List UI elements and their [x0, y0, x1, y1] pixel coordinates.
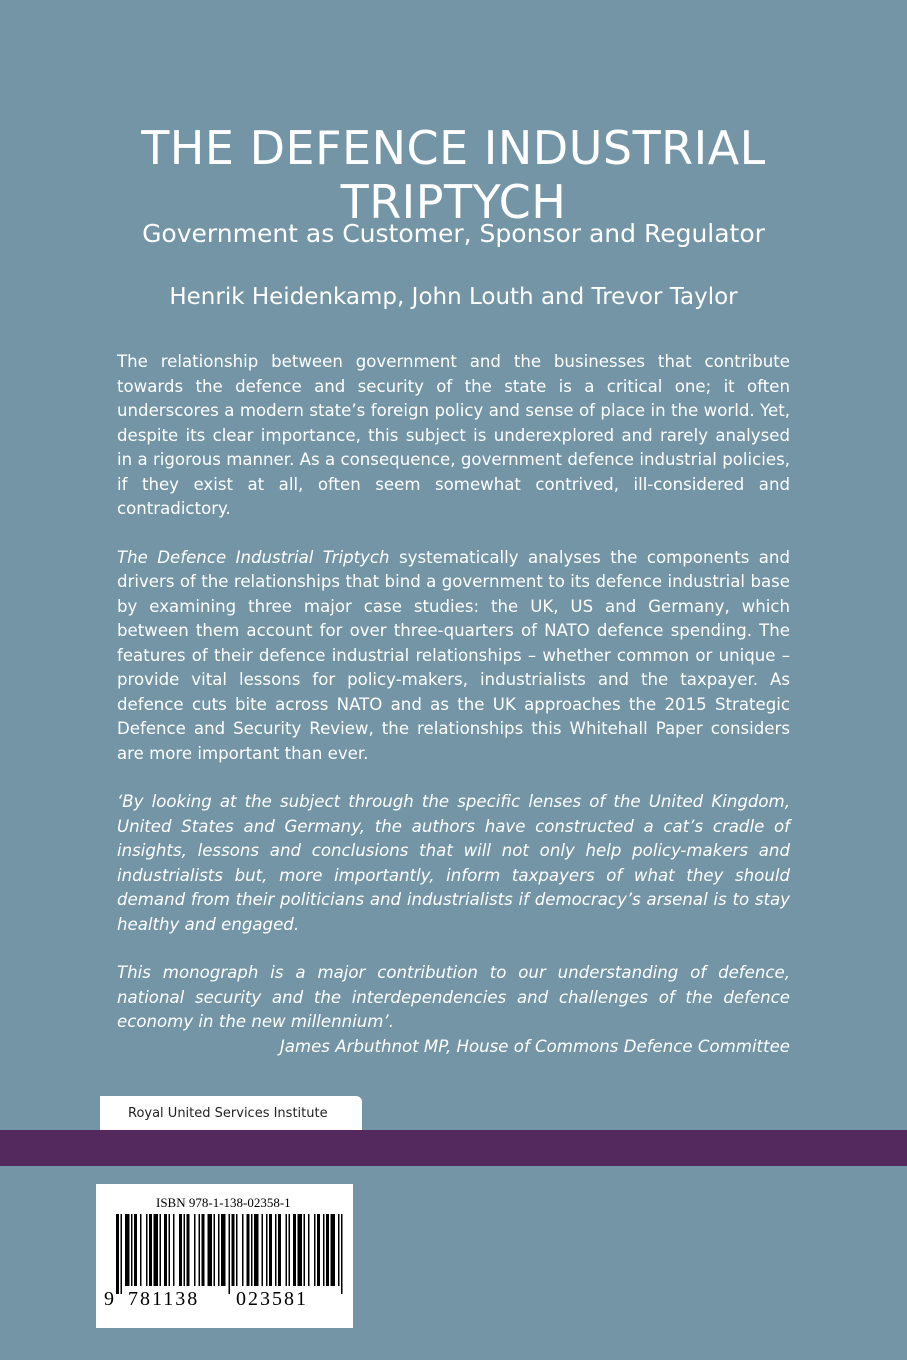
barcode-bar [242, 1214, 244, 1286]
barcode-bar [208, 1214, 213, 1286]
barcode-bar [202, 1214, 205, 1286]
blurb [117, 350, 790, 1083]
barcode-bar [173, 1214, 175, 1286]
endorsement-paragraph-1: ‘By looking at the subject through the specific lenses of the United Kingdom, United States and Germany, the authors have constructed a cat’s cradle of insights, lessons and conclusions that will not only help policy-makers and industrialists but, more importantly, inform taxpayers of what they should demand from their politicians and industrialists if democracy’s arsenal is to stay healthy and engaged. [117, 792, 790, 934]
barcode-bar [140, 1214, 142, 1286]
barcode-bar [275, 1214, 277, 1286]
barcode-bar [116, 1214, 119, 1294]
barcode-bar [254, 1214, 259, 1286]
endorsement-paragraph-2: This monograph is a major contribution to our understanding of defence, national security and the interdependencies and challenges of the defence economy in the new millennium’. [117, 963, 790, 1031]
publisher-tab [100, 1096, 362, 1130]
barcode-bar [331, 1214, 336, 1286]
endorsement-quote [117, 790, 790, 1059]
barcode-bar [229, 1214, 231, 1294]
barcode-bar [304, 1214, 306, 1286]
barcode-bar [278, 1214, 281, 1286]
barcode-bar [269, 1214, 272, 1286]
barcode-bar [317, 1214, 320, 1286]
barcode-bar [266, 1214, 268, 1286]
barcode-bar [308, 1214, 310, 1286]
barcode-bar [125, 1214, 130, 1286]
barcode-bar [160, 1214, 162, 1286]
barcode-bar [179, 1214, 182, 1286]
blurb-paragraph-2-text: systematically analyses the components and drivers of the relationships that bind a government to its defence industrial base by examining three major case studies: the UK, US and Germany, which between them account for over three-quarters of NATO defence spending. The features of their defence industrial relationships – whether common or unique – provide vital lessons for policy-makers, industrialists and the taxpayer. As defence cuts bite across NATO and as the UK approaches the 2015 Strategic Defence and Security Review, the relationships this Whitehall Paper considers are more important than ever. [117, 547, 790, 763]
barcode-bar [149, 1214, 152, 1286]
book-subtitle: Government as Customer, Sponsor and Regulator [142, 219, 765, 248]
barcode-bar [341, 1214, 343, 1294]
barcode-bar [323, 1214, 325, 1286]
barcode-bar [221, 1214, 226, 1286]
barcode-bar [214, 1214, 216, 1286]
barcode-bar [194, 1214, 196, 1286]
book-title-line-2: TRIPTYCH [340, 174, 567, 229]
barcode-bar [293, 1214, 296, 1286]
barcode-box [96, 1184, 353, 1328]
barcode-bar [298, 1214, 303, 1286]
barcode-bar [326, 1214, 329, 1286]
book-authors: Henrik Heidenkamp, John Louth and Trevor Taylor [169, 284, 738, 310]
barcode-digits-left: 781138 [128, 1288, 200, 1310]
endorsement-attribution: James Arbuthnot MP, House of Commons Defence Committee [279, 1036, 790, 1056]
blurb-paragraph-2 [117, 546, 790, 767]
barcode-bar [251, 1214, 253, 1286]
barcode-bar [184, 1214, 186, 1286]
isbn-label: ISBN 978-1-138-02358-1 [156, 1195, 291, 1210]
blurb-book-title: The Defence Industrial Triptych [117, 547, 390, 567]
barcode-bar [232, 1214, 235, 1286]
book-title [0, 121, 907, 229]
barcode-bar [218, 1214, 220, 1286]
barcode-bar [164, 1214, 167, 1286]
barcode-bar [289, 1214, 291, 1286]
barcode-bar [134, 1214, 137, 1286]
barcode-bar [262, 1214, 264, 1286]
barcode-bar [338, 1214, 340, 1286]
barcode-bar [286, 1214, 288, 1286]
blurb-paragraph-1: The relationship between government and the businesses that contribute towards the defence and security of the state is a critical one; it often underscores a modern state’s foreign policy and sense of place in the world. Yet, despite its clear importance, this subject is underexplored and rarely analysed in a rigorous manner. As a consequence, government defence industrial policies, if they exist at all, often seem somewhat contrived, ill-considered and contradictory. [117, 352, 790, 518]
barcode-bar [154, 1214, 159, 1286]
barcode-bar [131, 1214, 133, 1286]
book-title-line-1: THE DEFENCE INDUSTRIAL [141, 120, 766, 175]
barcode-bar [247, 1214, 250, 1286]
barcode-bar [199, 1214, 201, 1286]
publisher-name: Royal United Services Institute [128, 1106, 328, 1121]
barcode-digit-lead: 9 [104, 1288, 114, 1310]
barcode-bar [121, 1214, 123, 1294]
barcode-bar [187, 1214, 190, 1286]
barcode-bar [169, 1214, 171, 1286]
purple-stripe [0, 1130, 907, 1166]
barcode-bar [236, 1214, 238, 1286]
barcode-bar [314, 1214, 316, 1286]
barcode-digits-right: 023581 [236, 1288, 308, 1310]
barcode-bar [146, 1214, 148, 1286]
